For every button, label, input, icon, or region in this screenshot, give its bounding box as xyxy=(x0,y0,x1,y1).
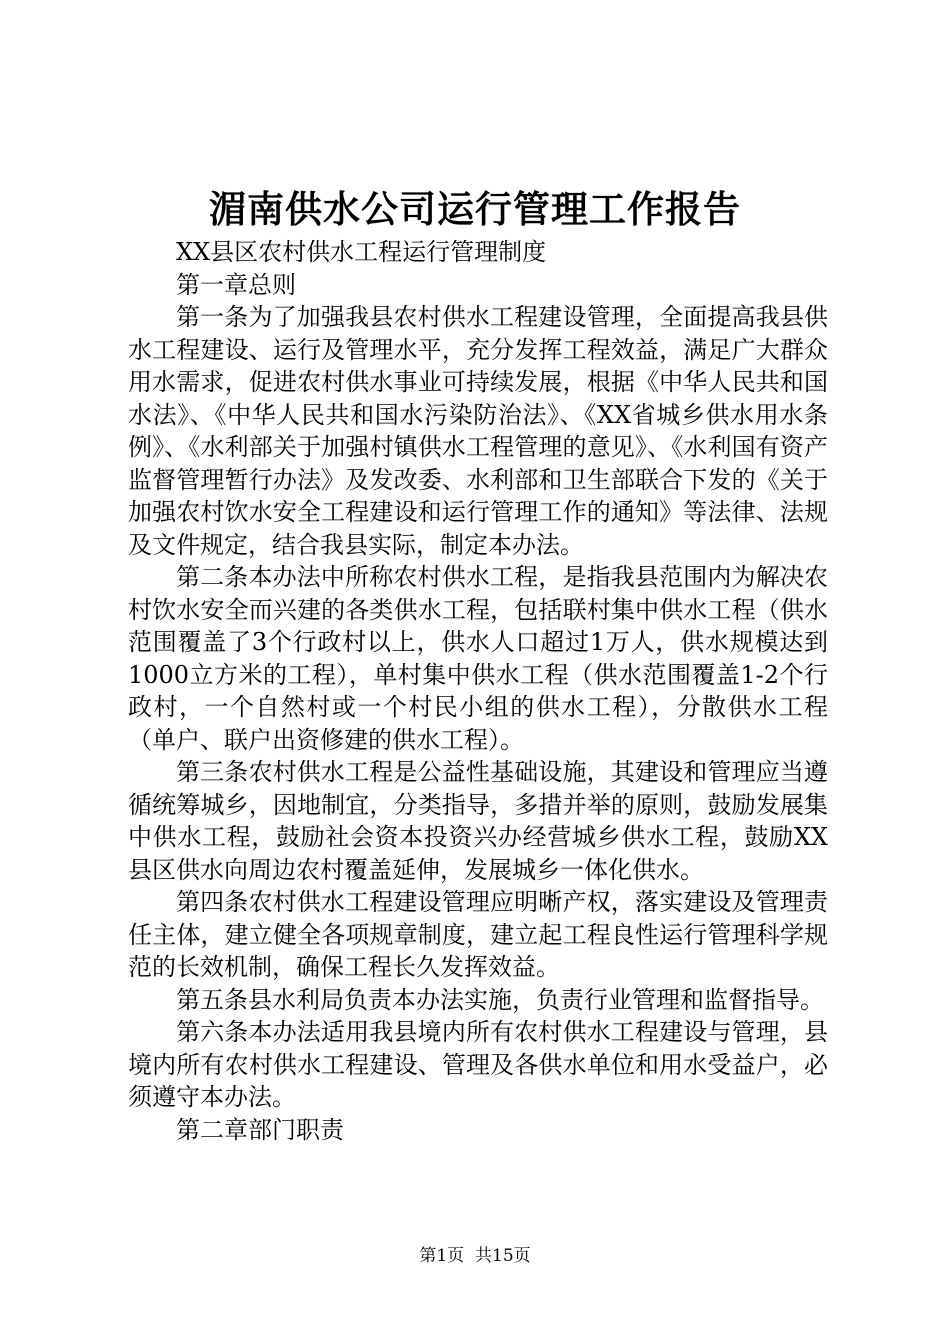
chapter-heading: 第二章部门职责 xyxy=(176,1115,344,1144)
article-paragraph: 第五条县水利局负责本办法实施，负责行业管理和监督指导。 xyxy=(176,985,824,1014)
article-paragraph: 第四条农村供水工程建设管理应明晰产权，落实建设及管理责任主体，建立健全各项规章制度，建立起工程良性运行管理科学规范的长效机制，确保工程长久发挥效益。 xyxy=(128,888,828,981)
document-body xyxy=(128,236,828,1146)
document-title: 湄南供水公司运行管理工作报告 xyxy=(209,187,741,231)
document-subtitle: XX县区农村供水工程运行管理制度 xyxy=(176,238,547,266)
page-footer xyxy=(0,1244,950,1268)
article-paragraph: 第一条为了加强我县农村供水工程建设管理，全面提高我县供水工程建设、运行及管理水平，充分发挥工程效益，满足广大群众用水需求，促进农村供水事业可持续发展，根据《中华人民共和国水法》、《中华人民共和国水污染防治法》、《XX省城乡供水用水条例》、《水利部关于加强村镇供水工程管理的意见》、《水利国有资产监督管理暂行办法》及发改委、水利部和卫生部联合下发的《关于加强农村饮水安全工程建设和运行管理工作的通知》等法律、法规及文件规定，结合我县实际，制定本办法。 xyxy=(128,303,828,559)
article-paragraph: 第六条本办法适用我县境内所有农村供水工程建设与管理，县境内所有农村供水工程建设、管理及各供水单位和用水受益户，必须遵守本办法。 xyxy=(128,1018,828,1111)
chapter-heading: 第一章总则 xyxy=(176,270,296,299)
article-paragraph: 第二条本办法中所称农村供水工程，是指我县范围内为解决农村饮水安全而兴建的各类供水工程，包括联村集中供水工程（供水范围覆盖了3个行政村以上，供水人口超过1万人，供水规模达到1000立方米的工程），单村集中供水工程（供水范围覆盖1-2个行政村，一个自然村或一个村民小组的供水工程），分散供水工程（单户、联户出资修建的供水工程）。 xyxy=(128,563,828,754)
page-total: 共15页 xyxy=(475,1246,531,1266)
article-paragraph: 第三条农村供水工程是公益性基础设施，其建设和管理应当遵循统筹城乡，因地制宜，分类指导，多措并举的原则，鼓励发展集中供水工程，鼓励社会资本投资兴办经营城乡供水工程，鼓励XX县区供水向周边农村覆盖延伸，发展城乡一体化供水。 xyxy=(128,758,828,884)
page-number: 第1页 xyxy=(419,1246,465,1266)
